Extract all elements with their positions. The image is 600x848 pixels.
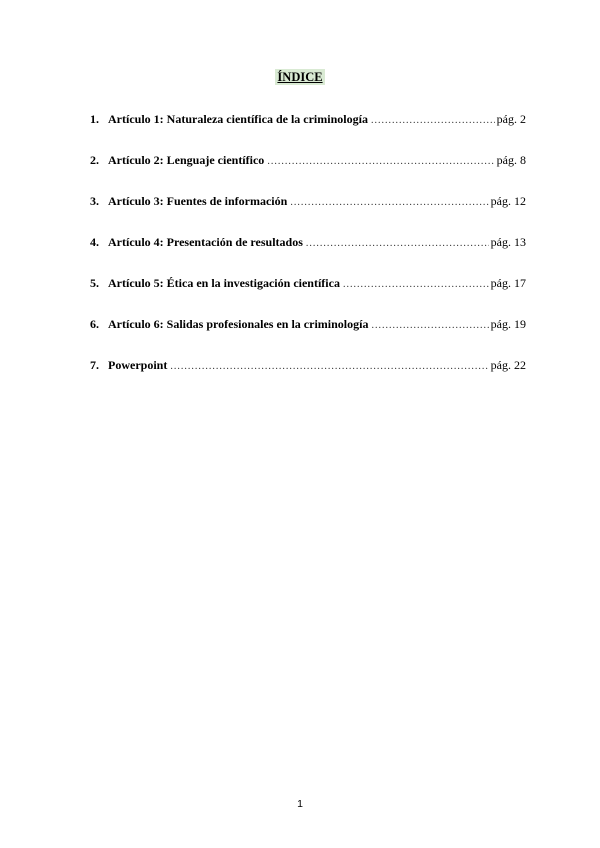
toc-entry [90,358,526,378]
toc-entry-title: Artículo 6: Salidas profesionales en la criminología [108,317,369,331]
toc-entry-title: Powerpoint [108,358,168,372]
toc-leader-dots [371,320,488,331]
toc-entry-number: 1. [90,112,99,126]
toc-entry-page: pág. 13 [490,235,526,249]
toc-entry-page: pág. 19 [490,317,526,331]
toc-entry-number: 2. [90,153,99,167]
toc-entry-title: Artículo 5: Ética en la investigación científica [108,276,340,290]
toc-leader-dots [170,361,488,372]
page-title-text: ÍNDICE [277,70,323,84]
toc-entry-title: Artículo 3: Fuentes de información [108,194,288,208]
toc-entry-page: pág. 17 [490,276,526,290]
page-number: 1 [297,798,303,810]
toc-entry-title: Artículo 2: Lenguaje científico [108,153,265,167]
toc-entry [90,235,526,255]
toc-entry-page: pág. 2 [496,112,526,126]
toc-entry-page: pág. 12 [490,194,526,208]
toc-leader-dots [306,238,489,249]
toc-entry [90,276,526,296]
toc-entry [90,317,526,337]
toc-leader-dots [267,156,494,167]
toc-entry [90,153,526,173]
toc-leader-dots [371,115,495,126]
toc-entry-title: Artículo 4: Presentación de resultados [108,235,303,249]
table-of-contents [90,112,526,399]
toc-entry-number: 7. [90,358,99,372]
toc-entry [90,194,526,214]
toc-entry-number: 5. [90,276,99,290]
toc-entry [90,112,526,132]
toc-entry-title: Artículo 1: Naturaleza científica de la criminología [108,112,368,126]
toc-entry-number: 6. [90,317,99,331]
page-title [0,70,600,85]
toc-entry-page: pág. 8 [496,153,526,167]
toc-leader-dots [290,197,488,208]
toc-entry-page: pág. 22 [490,358,526,372]
toc-leader-dots [343,279,489,290]
toc-entry-number: 3. [90,194,99,208]
toc-entry-number: 4. [90,235,99,249]
